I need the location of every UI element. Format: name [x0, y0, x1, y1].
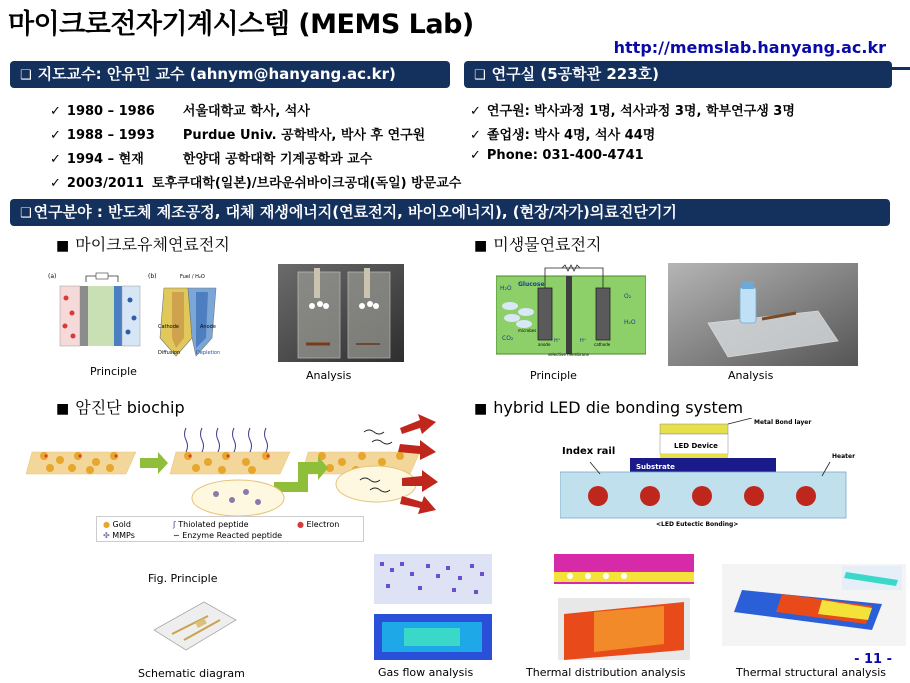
membrane-label: selective membrane: [548, 352, 589, 357]
advisor-header: ❑ 지도교수: 안유민 교수 (ahnym@hanyang.ac.kr): [10, 61, 450, 88]
section-microfluidic-fuel-cell: ■ 마이크로유체연료전지: [56, 235, 230, 254]
led-caption: <LED Eutectic Bonding>: [656, 521, 739, 528]
led-bonding-diagram: [560, 418, 862, 528]
advisor-item: ✓ 1994 – 현재 한양대 공학대학 기계공학과 교수: [50, 152, 373, 167]
section-microbial-fuel-cell: ■ 미생물연료전지: [474, 235, 602, 254]
h2o-label: H₂O: [500, 285, 512, 292]
advisor-item: ✓ 2003/2011 토후쿠대학(일본)/브라운쉬바이크공대(독일) 방문교수: [50, 176, 462, 191]
lab-header: ❑ 연구실 (5공학관 223호): [464, 61, 892, 88]
microbial-analysis-photo: [668, 263, 858, 366]
label-a: (a): [48, 273, 57, 280]
caption-gas-flow: Gas flow analysis: [378, 666, 474, 679]
caption-schematic: Schematic diagram: [138, 667, 245, 680]
h-plus-left: H⁺: [554, 338, 561, 344]
caption-principle-1: Principle: [90, 365, 137, 378]
o2-label: O₂: [624, 293, 632, 300]
substrate-label: Substrate: [636, 463, 675, 471]
anode-label: Anode: [200, 324, 216, 330]
caption-thermal-distribution: Thermal distribution analysis: [526, 666, 686, 679]
caption-analysis-2: Analysis: [728, 369, 774, 382]
glucose-label: Glucose: [518, 281, 545, 288]
microbial-principle-diagram: [496, 262, 646, 358]
thermal-distribution-images: [554, 554, 694, 662]
fuel-cell-principle-diagram: [46, 268, 266, 360]
page-number: - 11 -: [854, 652, 892, 667]
lab-item: ✓ 졸업생: 박사 4명, 석사 44명: [470, 128, 656, 143]
lab-url-link[interactable]: http://memslab.hanyang.ac.kr: [613, 38, 886, 57]
caption-analysis-1: Analysis: [306, 369, 352, 382]
schematic-diagram: [144, 590, 244, 662]
cathode-label: cathode: [594, 342, 611, 347]
heater-label: Heater: [832, 453, 856, 460]
page-title: 마이크로전자기계시스템 (MEMS Lab): [8, 9, 474, 40]
biochip-legend: [96, 516, 364, 542]
lab-item: ✓ Phone: 031-400-4741: [470, 148, 644, 163]
gas-flow-images: [374, 554, 492, 662]
led-device-label: LED Device: [674, 442, 718, 450]
header-rule: [891, 67, 910, 70]
depletion-label: Depletion: [196, 350, 221, 356]
fuel-label: Fuel / H₂O: [180, 274, 205, 280]
fuel-cell-analysis-photo: [278, 264, 404, 362]
legend-mmps: ✤ MMPs: [103, 531, 135, 540]
caption-thermal-structural: Thermal structural analysis: [736, 666, 887, 679]
section-led-bonding: ■ hybrid LED die bonding system: [474, 398, 744, 417]
cathode-label: Cathode: [158, 324, 179, 330]
legend-enzyme: ∽ Enzyme Reacted peptide: [173, 531, 283, 540]
legend-thiolated: ʃ Thiolated peptide: [173, 520, 249, 529]
legend-gold: ● Gold: [103, 520, 131, 529]
lab-item: ✓ 연구원: 박사과정 1명, 석사과정 3명, 학부연구생 3명: [470, 104, 795, 119]
microbes-label: microbes: [518, 328, 537, 333]
diffusion-label: Diffusion: [158, 350, 181, 356]
anode-label: anode: [538, 342, 551, 347]
legend-electron: ● Electron: [297, 520, 340, 529]
index-rail-label: Index rail: [562, 446, 616, 457]
h-plus-right: H⁺: [580, 338, 587, 344]
research-header: ❑ 연구분야 : 반도체 제조공정, 대체 재생에너지(연료전지, 바이오에너지), (현장/자가)의료진단기기: [10, 199, 890, 226]
caption-fig-principle: Fig. Principle: [148, 572, 218, 585]
advisor-item: ✓ 1988 – 1993 Purdue Univ. 공학박사, 박사 후 연구원: [50, 128, 426, 143]
advisor-item: ✓ 1980 – 1986 서울대학교 학사, 석사: [50, 104, 310, 119]
label-b: (b): [148, 273, 157, 280]
caption-principle-2: Principle: [530, 369, 577, 382]
thermal-structural-images: [722, 564, 906, 646]
metal-bond-label: Metal Bond layer: [754, 419, 812, 426]
co2-label: CO₂: [502, 335, 514, 342]
h2o-right-label: H₂O: [624, 319, 636, 326]
section-cancer-biochip: ■ 암진단 biochip: [56, 398, 185, 417]
